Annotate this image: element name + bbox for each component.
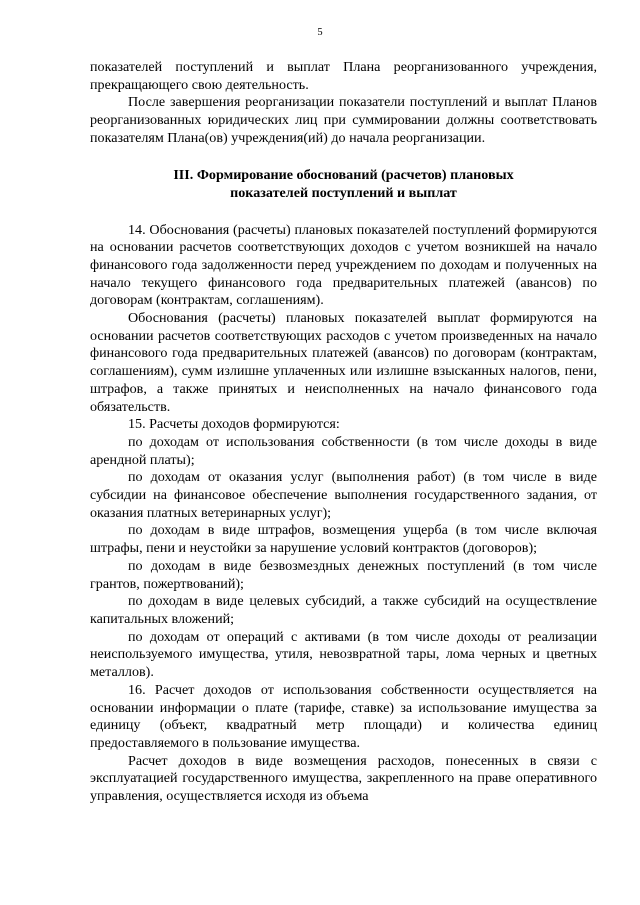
list-item-grants-income: по доходам в виде безвозмездных денежных поступлений (в том числе грантов, пожертвований); [90,557,597,592]
paragraph-continuation: показателей поступлений и выплат Плана реорганизованного учреждения, прекращающего свою деятельность. [90,59,597,93]
paragraph-15: 15. Расчеты доходов формируются: [128,416,340,433]
list-item-property-income: по доходам от использования собственности (в том числе доходы в виде арендной платы); [90,433,597,468]
page-number: 5 [317,27,323,38]
section-heading-line-1: III. Формирование обоснований (расчетов) плановых [173,166,514,183]
document-body [90,59,597,806]
paragraph-16-reimbursement: Расчет доходов в виде возмещения расходов, понесенных в связи с эксплуатацией государственного имущества, закрепленного на праве оперативного управления, осуществляется исходя из объема [90,752,597,805]
paragraph-14-payments: Обоснования (расчеты) плановых показателей выплат формируются на основании расчетов соответствующих расходов с учетом произведенных на начало финансового года предварительных платежей (авансов) по договорам (контрактам, соглашениям), сумм излишне уплаченных или излишне взысканных налогов, пени, штрафов, а также принятых и неисполненных на начало финансового года обязательств. [90,310,597,415]
list-item-services-income: по доходам от оказания услуг (выполнения работ) (в том числе в виде субсидии на финансовое обеспечение выполнения государственного задания, от оказания платных ветеринарных услуг); [90,469,597,521]
section-heading-line-2: показателей поступлений и выплат [230,184,457,201]
section-heading [90,166,597,202]
paragraph-14: 14. Обоснования (расчеты) плановых показателей поступлений формируются на основании расчетов соответствующих доходов с учетом возникшей на начало финансового года задолженности перед учреждением по доходам и полученных на начало текущего финансового года предварительных платежей (авансов) по договорам (контрактам, соглашениям). [90,221,597,309]
paragraph-16: 16. Расчет доходов от использования собственности осуществляется на основании информации о плате (тарифе, ставке) за использование имущества за единицу (объект, квадратный метр площади) и количества единиц предоставляемого в пользование имущества. [90,681,597,751]
list-item-fines-income: по доходам в виде штрафов, возмещения ущерба (в том числе включая штрафы, пени и неустойки за нарушение условий контрактов (договоров); [90,522,597,557]
list-item-assets-income: по доходам от операций с активами (в том числе доходы от реализации неиспользуемого имущества, утиля, невозвратной тары, лома черных и цветных металлов). [90,628,597,681]
list-item-subsidies-income: по доходам в виде целевых субсидий, а также субсидий на осуществление капитальных вложений; [90,593,597,627]
paragraph-reorganization: После завершения реорганизации показатели поступлений и выплат Планов реорганизованных юридических лиц при суммировании должны соответствовать показателям Плана(ов) учреждения(ий) до начала реорганизации. [90,94,597,146]
